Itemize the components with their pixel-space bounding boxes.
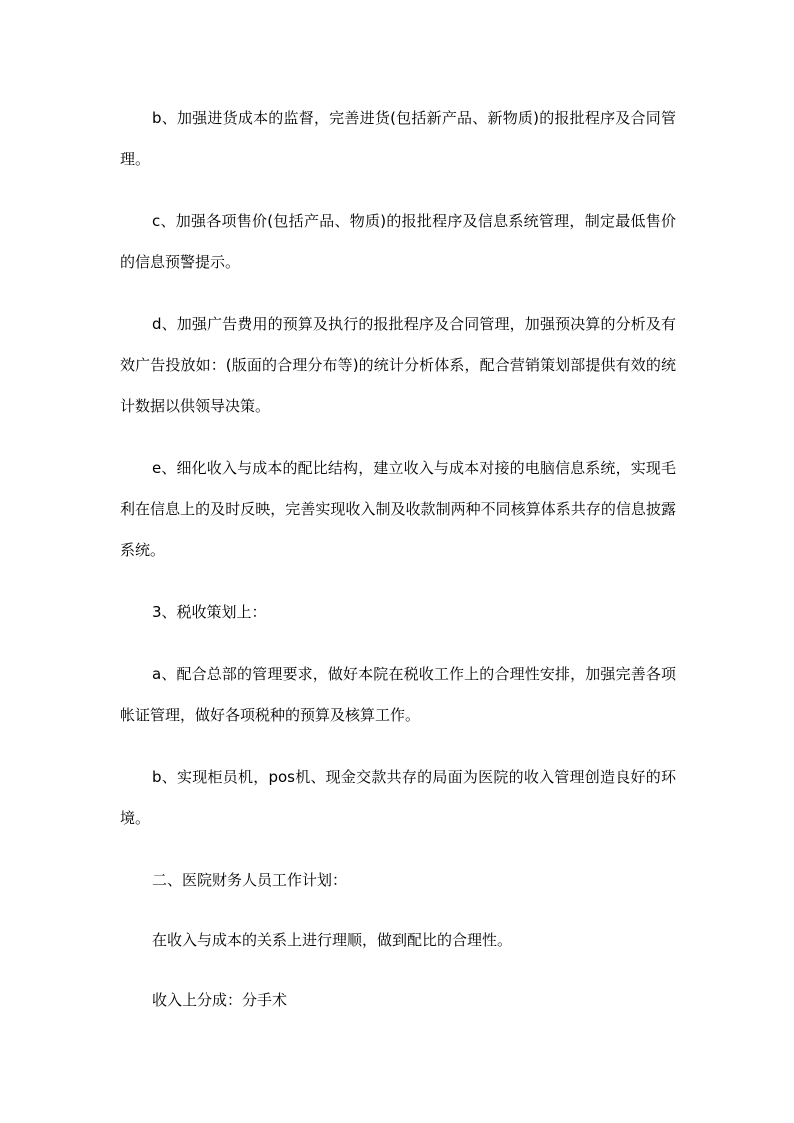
paragraph-revenue-division: 收入上分成：分手术	[152, 991, 288, 1009]
paragraph-tax-arrangement: a、配合总部的管理要求，做好本院在税收工作上的合理性安排，加强完善各项帐证管理，做好各项税种的预算及核算工作。	[120, 665, 676, 724]
section-heading-staff-plan: 二、医院财务人员工作计划：	[152, 871, 348, 889]
paragraph-purchase-cost: b、加强进货成本的监督，完善进货(包括新产品、新物质)的报批程序及合同管理。	[120, 109, 676, 168]
paragraph-revenue-cost-matching: e、细化收入与成本的配比结构，建立收入与成本对接的电脑信息系统，实现毛利在信息上的及时反映，完善实现收入制及收款制两种不同核算体系共存的信息披露系统。	[120, 459, 676, 559]
paragraph-advertising-cost: d、加强广告费用的预算及执行的报批程序及合同管理，加强预决算的分析及有效广告投放如：(版面的合理分布等)的统计分析体系，配合营销策划部提供有效的统计数据以供领导决策。	[120, 315, 676, 415]
section-heading-tax-planning: 3、税收策划上：	[152, 603, 267, 621]
paragraph-selling-price: c、加强各项售价(包括产品、物质)的报批程序及信息系统管理，制定最低售价的信息预警提示。	[120, 212, 676, 271]
paragraph-revenue-cost-relation: 在收入与成本的关系上进行理顺，做到配比的合理性。	[152, 931, 513, 949]
paragraph-payment-methods: b、实现柜员机，pos机、现金交款共存的局面为医院的收入管理创造良好的环境。	[120, 768, 676, 827]
